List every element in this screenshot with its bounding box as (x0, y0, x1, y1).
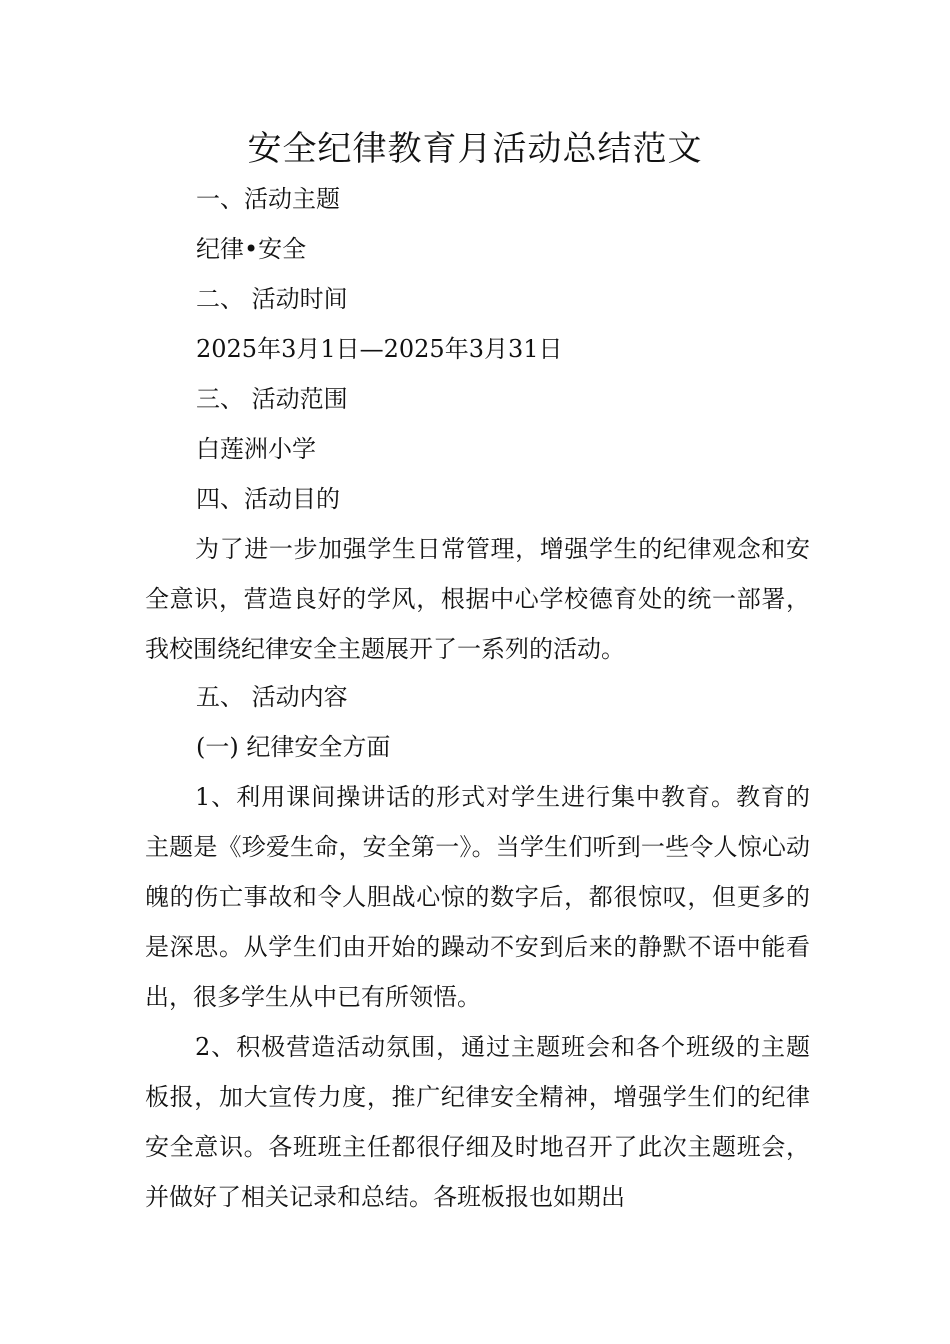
heading-activity-purpose: 四、活动目的 (196, 485, 340, 513)
subheading-discipline-safety: (一) 纪律安全方面 (196, 733, 391, 761)
document-title: 安全纪律教育月活动总结范文 (247, 129, 703, 169)
scope-text: 白莲洲小学 (196, 435, 316, 463)
heading-activity-scope: 三、 活动范围 (196, 385, 348, 413)
heading-activity-time: 二、 活动时间 (196, 285, 348, 313)
content-item-1: 1、利用课间操讲话的形式对学生进行集中教育。教育的主题是《珍爱生命，安全第一》。当学生们听到一些令人惊心动魄的伤亡事故和令人胆战心惊的数字后，都很惊叹，但更多的是深思。从学生们由开始的躁动不安到后来的静默不语中能看出，很多学生从中已有所领悟。 (145, 783, 810, 1011)
theme-text: 纪律•安全 (196, 235, 307, 263)
heading-activity-theme: 一、活动主题 (196, 185, 340, 213)
heading-activity-content: 五、 活动内容 (196, 683, 348, 711)
time-text: 2025年3月1日—2025年3月31日 (196, 335, 563, 363)
content-item-2: 2、积极营造活动氛围，通过主题班会和各个班级的主题板报，加大宣传力度，推广纪律安全精神，增强学生们的纪律安全意识。各班班主任都很仔细及时地召开了此次主题班会，并做好了相关记录和总结。各班板报也如期出 (145, 1033, 810, 1211)
purpose-paragraph: 为了进一步加强学生日常管理，增强学生的纪律观念和安全意识，营造良好的学风，根据中心学校德育处的统一部署，我校围绕纪律安全主题展开了一系列的活动。 (145, 535, 810, 663)
